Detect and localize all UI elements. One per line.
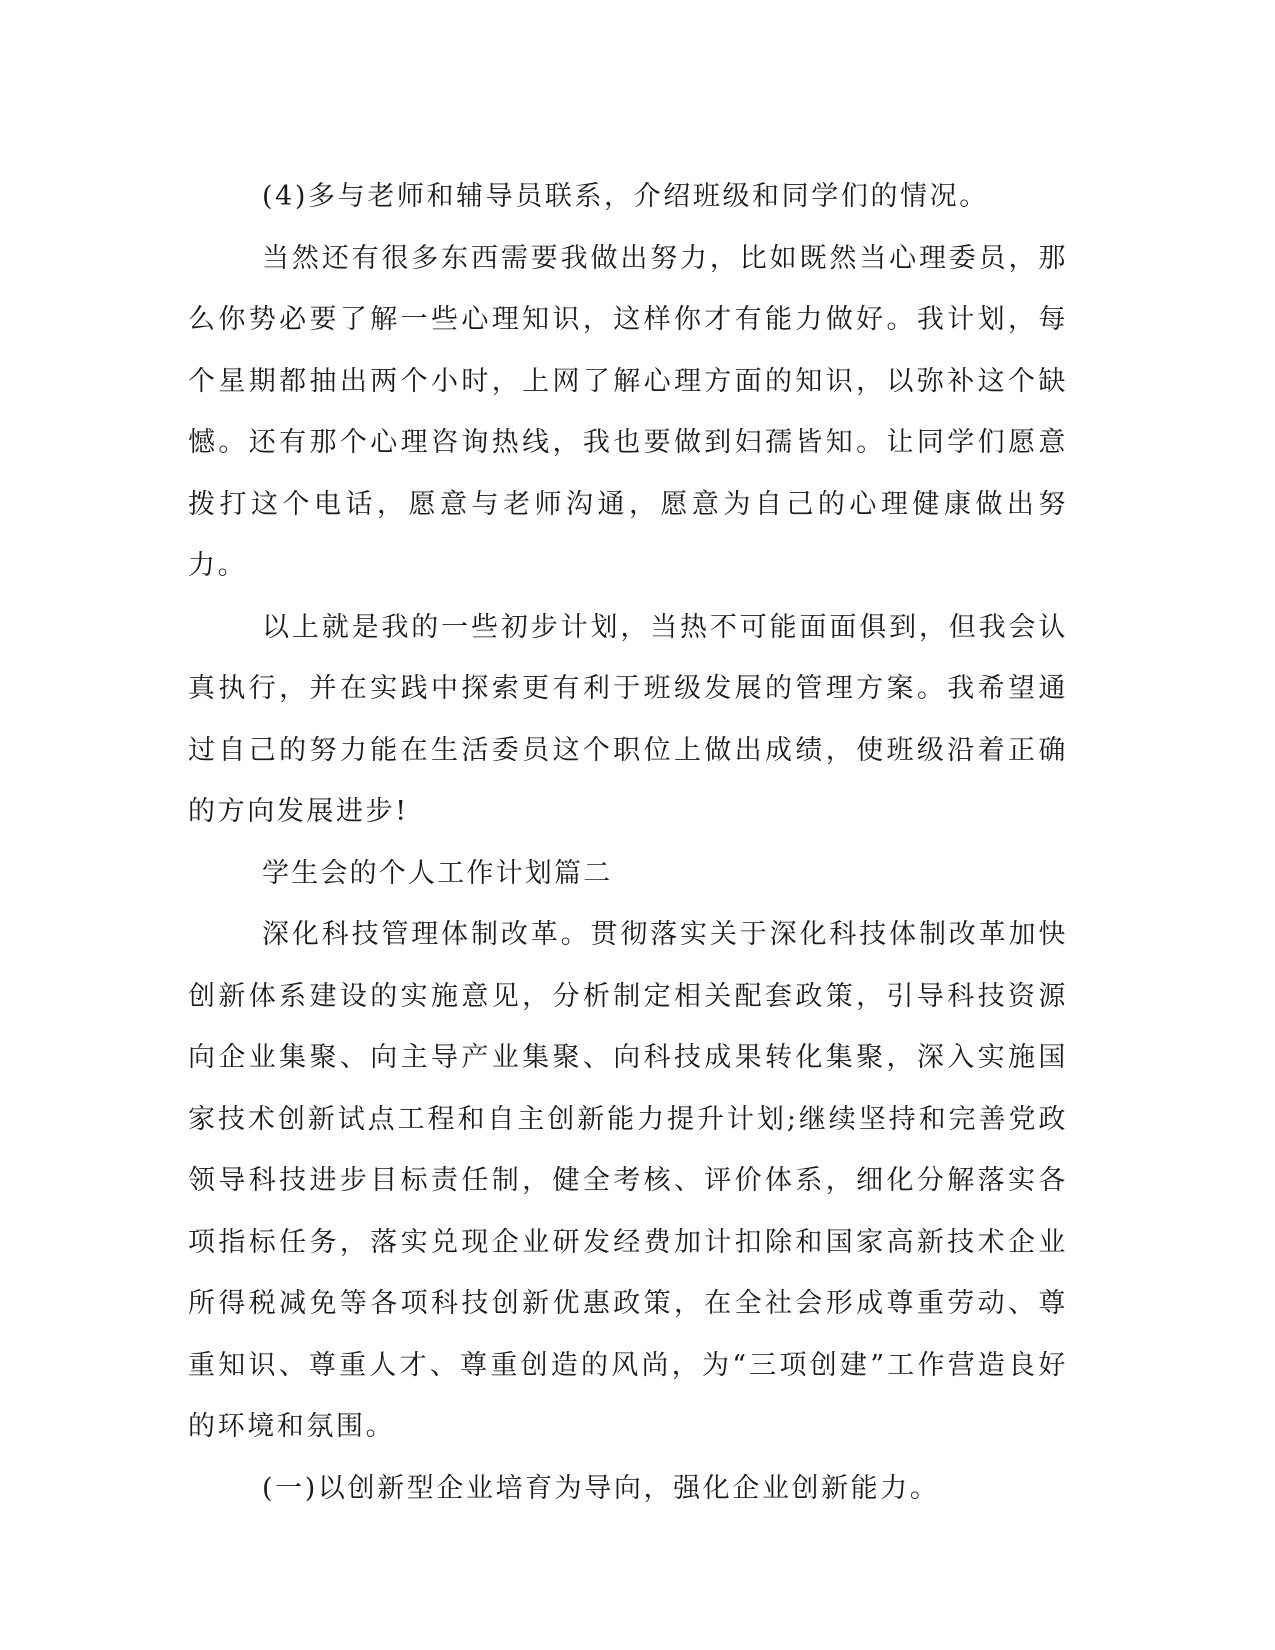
paragraph-psychology-knowledge-plan: 当然还有很多东西需要我做出努力，比如既然当心理委员，那么你势必要了解一些心理知识，这样你才有能力做好。我计划，每个星期都抽出两个小时，上网了解心理方面的知识，以弥补这个缺憾。还有那个心理咨询热线，我也要做到妇孺皆知。让同学们愿意拨打这个电话，愿意与老师沟通，愿意为自己的心理健康做出努力。 (188, 242, 1068, 581)
paragraph-initial-plan-summary: 以上就是我的一些初步计划，当热不可能面面俱到，但我会认真执行，并在实践中探索更有利于班级发展的管理方案。我希望通过自己的努力能在生活委员这个职位上做出成绩，使班级沿着正确的方向发展进步! (188, 611, 1068, 827)
paragraph-item-4-contact-teachers: (4)多与老师和辅导员联系，介绍班级和同学们的情况。 (262, 181, 989, 212)
section-heading-part-two: 学生会的个人工作计划篇二 (262, 857, 613, 889)
paragraph-innovative-enterprise: (一)以创新型企业培育为导向，强化企业创新能力。 (262, 1472, 940, 1504)
paragraph-tech-management-reform: 深化科技管理体制改革。贯彻落实关于深化科技体制改革加快创新体系建设的实施意见，分析制定相关配套政策，引导科技资源向企业集聚、向主导产业集聚、向科技成果转化集聚，深入实施国家技术创新试点工程和自主创新能力提升计划;继续坚持和完善党政领导科技进步目标责任制，健全考核、评价体系，细化分解落实各项指标任务，落实兑现企业研发经费加计扣除和国家高新技术企业所得税减免等各项科技创新优惠政策，在全社会形成尊重劳动、尊重知识、尊重人才、尊重创造的风尚，为“三项创建”工作营造良好的环境和氛围。 (188, 919, 1068, 1442)
document-body (188, 166, 1068, 1519)
